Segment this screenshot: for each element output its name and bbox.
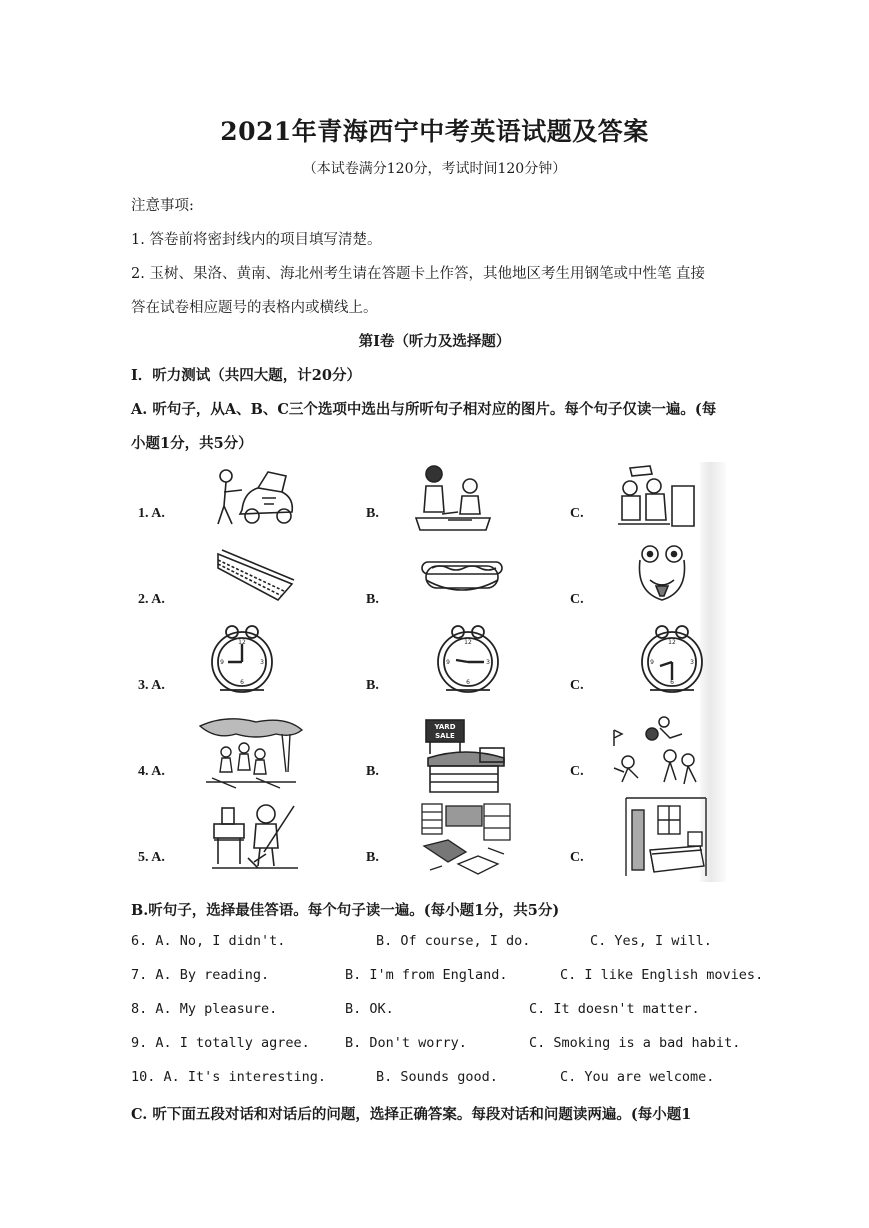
subtitle: （本试卷满分120分，考试时间120分钟） <box>302 161 567 177</box>
tidy-bedroom-icon <box>624 796 708 880</box>
q6-option-c: C. Yes, I will. <box>590 933 712 949</box>
clock-9-30-icon <box>636 624 708 696</box>
section-a-instruction-line-2: 小题1分，共5分） <box>131 435 253 452</box>
q5-label-c: C. <box>570 850 584 865</box>
q5-label-a: 5. A. <box>138 850 165 865</box>
yard-sale-icon <box>420 718 512 796</box>
q7-option-a: 7. A. By reading. <box>131 967 270 983</box>
q8-option-b: B. OK. <box>345 1001 394 1017</box>
section-a-instruction-line-1: A. 听句子，从A、B、C三个选项中选出与所听句子相对应的图片。每个句子仅读一遍。(每 <box>131 401 717 418</box>
q8-option-c: C. It doesn't matter. <box>529 1001 700 1017</box>
notice-item-1: 1. 答卷前将密封线内的项目填写清楚。 <box>131 232 382 248</box>
svg-text:9: 9 <box>446 659 450 666</box>
section1-title: I．听力测试（共四大题，计20分） <box>131 367 361 384</box>
svg-text:3: 3 <box>486 659 490 666</box>
notice-item-2-line-2: 答在试卷相应题号的表格内或横线上。 <box>131 300 378 316</box>
notice-heading: 注意事项: <box>131 198 194 214</box>
q9-option-b: B. Don't worry. <box>345 1035 467 1051</box>
svg-text:3: 3 <box>260 659 264 666</box>
q6-option-a: 6. A. No, I didn't. <box>131 933 286 949</box>
q8-option-a: 8. A. My pleasure. <box>131 1001 278 1017</box>
q10-option-a: 10. A. It's interesting. <box>131 1069 327 1085</box>
q7-option-b: B. I'm from England. <box>345 967 508 983</box>
frog-face-icon <box>634 542 690 606</box>
kids-playing-ball-icon <box>604 712 704 792</box>
hot-dog-icon <box>420 548 504 604</box>
section-b-title: B.听句子，选择最佳答语。每个句子读一遍。(每小题1分，共5分) <box>131 902 560 919</box>
q9-option-c: C. Smoking is a bad habit. <box>529 1035 741 1051</box>
q4-label-a: 4. A. <box>138 764 165 779</box>
svg-text:12: 12 <box>464 639 472 646</box>
q1-label-c: C. <box>570 506 584 521</box>
q2-label-a: 2. A. <box>138 592 165 607</box>
q2-label-c: C. <box>570 592 584 607</box>
q10-option-c: C. You are welcome. <box>560 1069 715 1085</box>
clock-9-00-icon <box>206 624 278 696</box>
sandwich-icon <box>212 544 298 606</box>
man-repairing-car-icon <box>212 462 298 526</box>
clock-9-15-icon <box>432 624 504 696</box>
q2-label-b: B. <box>366 592 379 607</box>
svg-text:SALE: SALE <box>435 732 455 740</box>
notice-item-2-line-1: 2. 玉树、果洛、黄南、海北州考生请在答题卡上作答，其他地区考生用钢笔或中性笔 直接 <box>131 266 706 282</box>
q10-option-b: B. Sounds good. <box>376 1069 498 1085</box>
part1-title: 第Ⅰ卷（听力及选择题） <box>358 333 511 350</box>
q4-label-b: B. <box>366 764 379 779</box>
svg-text:6: 6 <box>240 679 244 686</box>
svg-text:12: 12 <box>668 639 676 646</box>
q3-label-c: C. <box>570 678 584 693</box>
svg-text:9: 9 <box>650 659 654 666</box>
q7-option-c: C. I like English movies. <box>560 967 764 983</box>
page-title: 2021年青海西宁中考英语试题及答案 <box>220 117 649 146</box>
q3-label-a: 3. A. <box>138 678 165 693</box>
picnic-scene-icon <box>196 712 306 794</box>
q5-label-b: B. <box>366 850 379 865</box>
q6-option-b: B. Of course, I do. <box>376 933 531 949</box>
people-cooking-icon <box>610 462 698 530</box>
q3-label-b: B. <box>366 678 379 693</box>
svg-text:6: 6 <box>670 679 674 686</box>
q1-label-a: 1. A. <box>138 506 165 521</box>
q9-option-a: 9. A. I totally agree. <box>131 1035 310 1051</box>
yard-sale-sign-text: YARD <box>434 723 456 731</box>
svg-text:3: 3 <box>690 659 694 666</box>
section-c-instruction-line-1: C. 听下面五段对话和对话后的问题，选择正确答案。每段对话和问题读两遍。(每小题1 <box>131 1106 692 1123</box>
messy-room-icon <box>418 800 514 878</box>
svg-text:12: 12 <box>238 639 246 646</box>
mother-and-child-reading-icon <box>412 462 494 532</box>
q4-label-c: C. <box>570 764 584 779</box>
girl-sweeping-icon <box>208 800 304 872</box>
q1-label-b: B. <box>366 506 379 521</box>
svg-text:9: 9 <box>220 659 224 666</box>
svg-text:6: 6 <box>466 679 470 686</box>
